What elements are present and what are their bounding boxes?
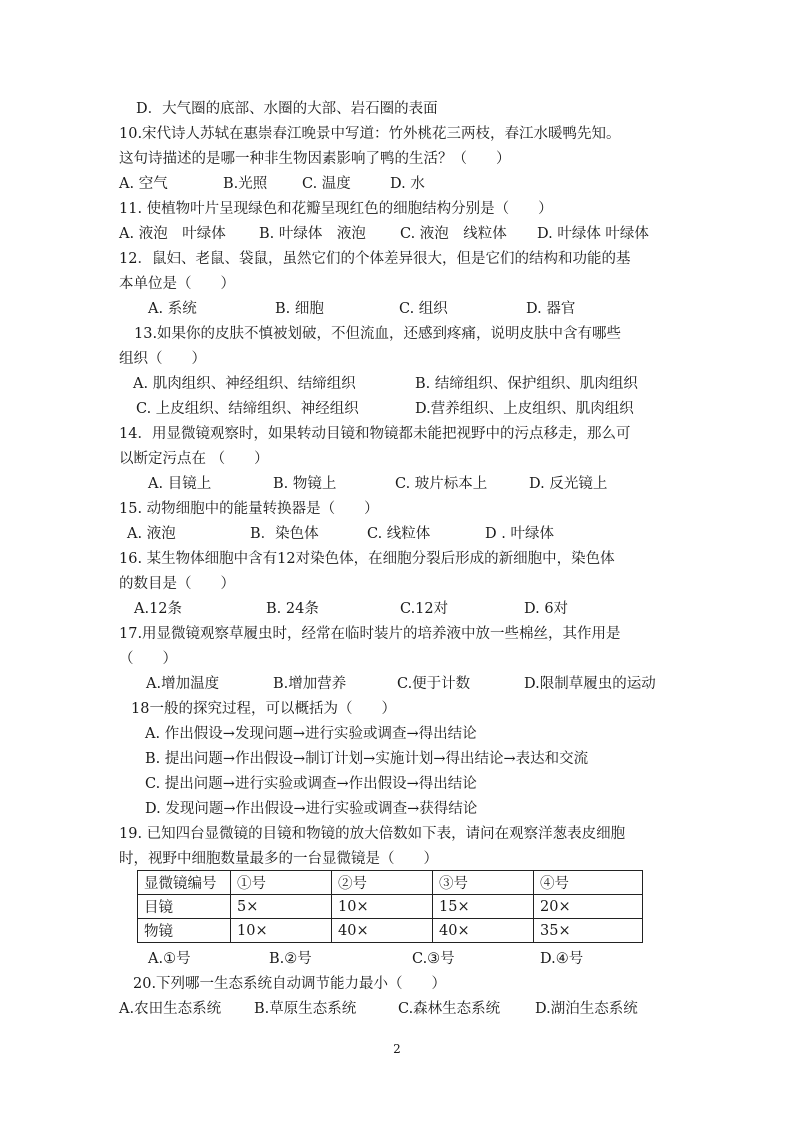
q15-stem: 15. 动物细胞中的能量转换器是（ ） xyxy=(119,501,379,517)
q17-stem-2: （ ） xyxy=(119,651,177,667)
q14-option-c: C. 玻片标本上 xyxy=(395,476,488,492)
q11-option-a: A. 液泡 叶绿体 xyxy=(119,226,226,242)
q20-option-c: C.森林生态系统 xyxy=(398,1001,501,1017)
q19-stem-1: 19. 已知四台显微镜的目镜和物镜的放大倍数如下表，请问在观察洋葱表皮细胞 xyxy=(119,826,626,842)
q12-option-b: B. 细胞 xyxy=(275,301,324,317)
q12-option-c: C. 组织 xyxy=(399,301,448,317)
table-cell: 15× xyxy=(433,895,534,919)
q9-option-d: D．大气圈的底部、水圈的大部、岩石圈的表面 xyxy=(136,101,438,117)
q10-option-a: A. 空气 xyxy=(119,176,168,192)
q16-stem-1: 16. 某生物体细胞中含有12对染色体，在细胞分裂后形成的新细胞中，染色体 xyxy=(119,551,615,567)
table-row xyxy=(138,919,643,943)
q19-option-d: D.④号 xyxy=(540,951,584,967)
q10-stem-2: 这句诗描述的是哪一种非生物因素影响了鸭的生活？（ ） xyxy=(119,151,511,167)
q11-option-d: D. 叶绿体 叶绿体 xyxy=(537,226,649,242)
table-cell: 目镜 xyxy=(138,895,231,919)
table-header-cell: ①号 xyxy=(231,871,332,895)
q20-stem: 20.下列哪一生态系统自动调节能力最小（ ） xyxy=(133,976,447,992)
q12-option-d: D. 器官 xyxy=(526,301,576,317)
q14-stem-1: 14．用显微镜观察时，如果转动目镜和物镜都未能把视野中的污点移走，那么可 xyxy=(119,426,631,442)
q20-option-a: A.农田生态系统 xyxy=(119,1001,222,1017)
q13-option-d: D.营养组织、上皮组织、肌肉组织 xyxy=(415,401,634,417)
q11-option-b: B. 叶绿体 液泡 xyxy=(259,226,366,242)
q10-option-b: B.光照 xyxy=(223,176,268,192)
q13-option-a: A. 肌肉组织、神经组织、结缔组织 xyxy=(133,376,356,392)
q13-option-c: C. 上皮组织、结缔组织、神经组织 xyxy=(136,401,359,417)
q18-option-d: D. 发现问题→作出假设→进行实验或调查→获得结论 xyxy=(145,801,478,817)
table-cell: 物镜 xyxy=(138,919,231,943)
q19-stem-2: 时，视野中细胞数量最多的一台显微镜是（ ） xyxy=(119,851,438,867)
q13-stem-2: 组织（ ） xyxy=(119,351,206,367)
q11-stem: 11. 使植物叶片呈现绿色和花瓣呈现红色的细胞结构分别是（ ） xyxy=(119,201,553,217)
q15-option-d: D . 叶绿体 xyxy=(485,526,554,542)
q12-option-a: A. 系统 xyxy=(148,301,197,317)
table-header-cell: ③号 xyxy=(433,871,534,895)
q15-option-a: A. 液泡 xyxy=(127,526,176,542)
q13-option-b: B. 结缔组织、保护组织、肌肉组织 xyxy=(415,376,638,392)
q18-option-c: C. 提出问题→进行实验或调查→作出假设→得出结论 xyxy=(145,776,477,792)
q14-option-a: A. 目镜上 xyxy=(148,476,212,492)
table-row xyxy=(138,895,643,919)
q13-stem-1: 13.如果你的皮肤不慎被划破，不但流血，还感到疼痛，说明皮肤中含有哪些 xyxy=(134,326,622,342)
q12-stem-1: 12．鼠妇、老鼠、袋鼠，虽然它们的个体差异很大，但是它们的结构和功能的基 xyxy=(119,251,631,267)
q20-option-b: B.草原生态系统 xyxy=(254,1001,357,1017)
table-header-cell: ②号 xyxy=(332,871,433,895)
q16-stem-2: 的数目是（ ） xyxy=(119,576,235,592)
table-row xyxy=(138,871,643,895)
q16-option-c: C.12对 xyxy=(400,601,449,617)
q12-stem-2: 本单位是（ ） xyxy=(119,276,235,292)
table-cell: 10× xyxy=(332,895,433,919)
q17-option-a: A.增加温度 xyxy=(146,676,220,692)
q17-option-d: D.限制草履虫的运动 xyxy=(524,676,656,692)
q20-option-d: D.湖泊生态系统 xyxy=(535,1001,638,1017)
q10-option-d: D. 水 xyxy=(390,176,425,192)
q16-option-b: B. 24条 xyxy=(266,601,319,617)
table-cell: 10× xyxy=(231,919,332,943)
table-cell: 40× xyxy=(332,919,433,943)
page-number: 2 xyxy=(393,1042,401,1056)
q19-option-c: C.③号 xyxy=(412,951,455,967)
q10-option-c: C. 温度 xyxy=(302,176,351,192)
q19-option-a: A.①号 xyxy=(148,951,191,967)
q14-option-d: D. 反光镜上 xyxy=(529,476,608,492)
microscope-table xyxy=(137,870,643,943)
q19-option-b: B.②号 xyxy=(269,951,312,967)
table-header-cell: 显微镜编号 xyxy=(138,871,231,895)
q15-option-c: C. 线粒体 xyxy=(367,526,431,542)
q18-option-b: B. 提出问题→作出假设→制订计划→实施计划→得出结论→表达和交流 xyxy=(145,751,589,767)
table-cell: 40× xyxy=(433,919,534,943)
q10-stem-1: 10.宋代诗人苏轼在惠崇春江晚景中写道：竹外桃花三两枝，春江水暖鸭先知。 xyxy=(119,126,621,142)
q16-option-a: A.12条 xyxy=(134,601,183,617)
q16-option-d: D. 6对 xyxy=(524,601,569,617)
q14-stem-2: 以断定污点在 （ ） xyxy=(119,451,269,467)
q14-option-b: B. 物镜上 xyxy=(273,476,337,492)
table-cell: 5× xyxy=(231,895,332,919)
q15-option-b: B．染色体 xyxy=(250,526,319,542)
q17-stem-1: 17.用显微镜观察草履虫时，经常在临时装片的培养液中放一些棉丝，其作用是 xyxy=(119,626,621,642)
q17-option-c: C.便于计数 xyxy=(397,676,471,692)
table-header-cell: ④号 xyxy=(534,871,643,895)
q11-option-c: C. 液泡 线粒体 xyxy=(400,226,507,242)
table-cell: 35× xyxy=(534,919,643,943)
table-cell: 20× xyxy=(534,895,643,919)
q17-option-b: B.增加营养 xyxy=(273,676,347,692)
q18-stem: 18一般的探究过程，可以概括为（ ） xyxy=(131,701,396,717)
q18-option-a: A. 作出假设→发现问题→进行实验或调查→得出结论 xyxy=(145,726,477,742)
